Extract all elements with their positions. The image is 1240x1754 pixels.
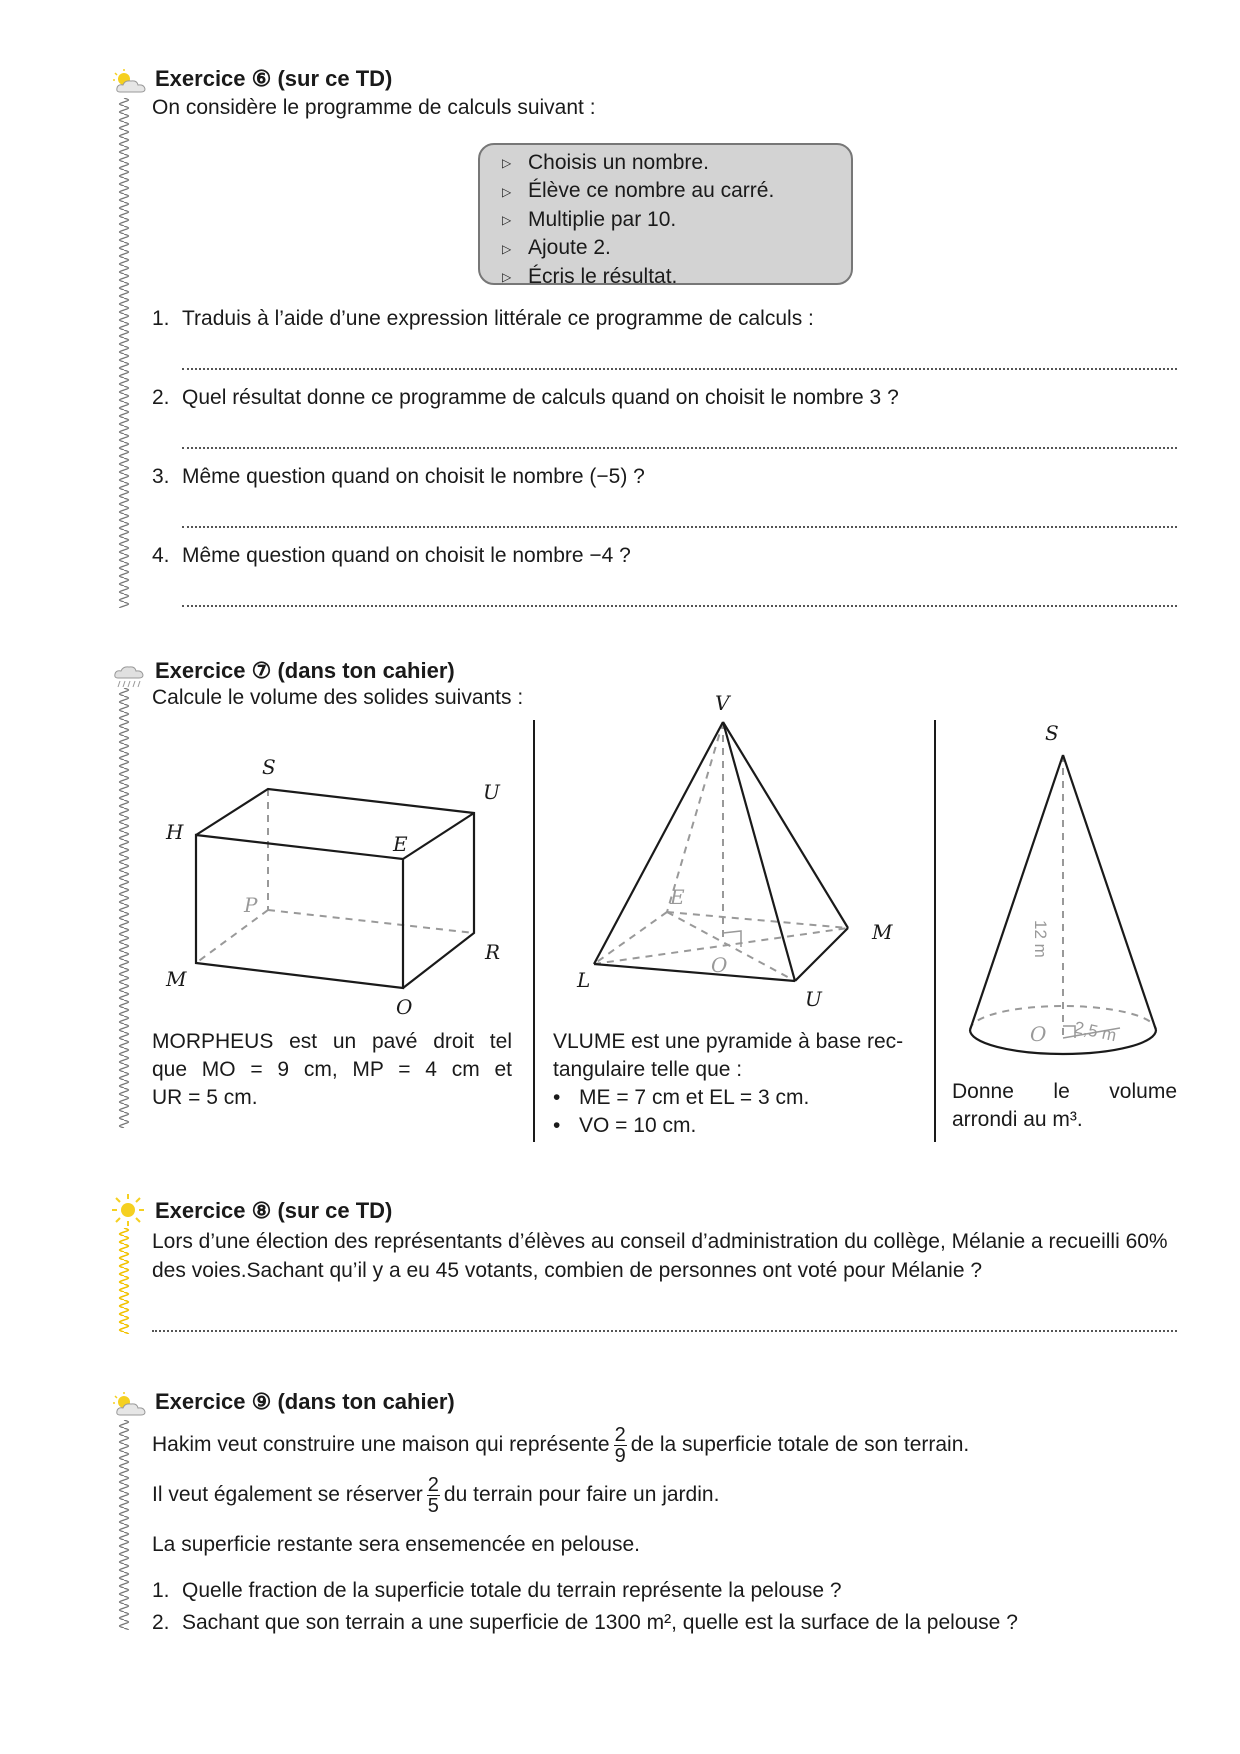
program-step: ▷ Élève ce nombre au carré. [502,177,851,205]
vertex-label-p: P [244,893,258,917]
question-4: 4. Même question quand on choisit le nombre −4 ? [152,544,631,567]
program-step: ▷ Choisis un nombre. [502,149,851,177]
answer-line[interactable] [182,526,1177,528]
vertex-label-h: H [166,820,184,844]
cuboid-caption: MORPHEUS est un pavé droit tel que MO = 9 cm, MP = 4 cm et UR = 5 cm. [152,1030,512,1109]
question-1: 1. Quelle fraction de la superficie totale du terrain représente la pelouse ? [152,1579,842,1602]
exercise-6-title: Exercice ⑥ (sur ce TD) [155,66,393,91]
exercise-8-title: Exercice ⑧ (sur ce TD) [155,1198,393,1223]
vertex-label-r: R [485,940,501,964]
question-3: 3. Même question quand on choisit le nombre (−5) ? [152,465,645,488]
wavy-margin-line [118,98,130,608]
vertex-label-s: S [262,755,276,779]
wavy-margin-line [118,1420,130,1630]
pyramid-caption: VLUME est une pyramide à base rec- tangulaire telle que : • ME = 7 cm et EL = 3 cm. • VO = 10 cm. [553,1028,923,1140]
bullet-item: • VO = 10 cm. [553,1112,923,1140]
bullet-dot-icon: • [553,1114,561,1137]
vertex-label-v: V [715,691,730,715]
exercise-9-line-1: Hakim veut construire une maison qui représente $\frac{2}{9}$ de la superficie totale de son terrain. [152,1423,970,1467]
column-separator [934,720,936,1142]
answer-line[interactable] [182,368,1177,370]
program-step: ▷ Écris le résultat. [502,263,851,291]
question-2: 2. Quel résultat donne ce programme de calculs quand on choisit le nombre 3 ? [152,386,899,409]
partly-cloudy-icon [110,1391,150,1419]
exercise-9-line-2: Il veut également se réserver $\frac{2}{5}$ du terrain pour faire un jardin. [152,1473,720,1517]
vertex-label-o: O [396,995,413,1019]
vertex-label-m: M [872,920,893,944]
cuboid-figure [150,750,530,1020]
vertex-label-l: L [577,968,591,992]
bullet-item: • ME = 7 cm et EL = 3 cm. [553,1084,923,1112]
exercise-8-line-1: Lors d’une élection des représentants d’élèves au conseil d’administration du collège, Mélanie a recueilli 60% [152,1230,1168,1253]
vertex-label-m: M [166,967,187,991]
triangle-bullet-icon: ▷ [502,270,512,285]
cone-caption: Donne le volume arrondi au m³. [952,1080,1177,1131]
exercise-9-line-3: La superficie restante sera ensemencée en pelouse. [152,1533,640,1556]
program-step: ▷ Ajoute 2. [502,234,851,262]
vertex-label-e: E [670,885,685,909]
program-box [478,143,853,288]
answer-line[interactable] [182,447,1177,449]
cone-figure [960,745,1170,1070]
partly-cloudy-icon [110,68,150,96]
vertex-label-u: U [483,780,500,804]
fraction-2-5: $\frac{2}{5}$ [427,1473,439,1517]
answer-line[interactable] [152,1330,1177,1332]
exercise-7-title: Exercice ⑦ (dans ton cahier) [155,658,455,683]
wavy-margin-line [118,1228,130,1334]
exercise-9-title: Exercice ⑨ (dans ton cahier) [155,1389,455,1414]
column-separator [533,720,535,1142]
wavy-margin-line [118,688,130,1128]
fraction-2-9: $\frac{2}{9}$ [614,1423,626,1467]
pyramid-figure [580,715,900,1005]
vertex-label-e: E [393,832,408,856]
exercise-8-line-2: des voies.Sachant qu’il y a eu 45 votants, combien de personnes ont voté pour Mélanie ? [152,1259,983,1282]
height-label: 12 m [1031,920,1050,958]
bullet-dot-icon: • [553,1086,561,1109]
exercise-6-intro: On considère le programme de calculs suivant : [152,96,596,119]
question-2: 2. Sachant que son terrain a une superficie de 1300 m², quelle est la surface de la pelouse ? [152,1611,1018,1634]
triangle-bullet-icon: ▷ [502,213,512,228]
program-step: ▷ Multiplie par 10. [502,206,851,234]
vertex-label-o: O [711,953,728,977]
center-label-o: O [1030,1022,1047,1046]
triangle-bullet-icon: ▷ [502,184,512,199]
rain-cloud-icon [110,662,150,690]
vertex-label-u: U [805,987,822,1011]
answer-line[interactable] [182,605,1177,607]
triangle-bullet-icon: ▷ [502,156,512,171]
sun-icon [110,1192,146,1228]
radius-label: 2,5 m [1072,1017,1119,1046]
question-1: 1. Traduis à l’aide d’une expression littérale ce programme de calculs : [152,307,814,330]
exercise-7-intro: Calcule le volume des solides suivants : [152,686,524,709]
triangle-bullet-icon: ▷ [502,241,512,256]
apex-label-s: S [1045,721,1059,745]
